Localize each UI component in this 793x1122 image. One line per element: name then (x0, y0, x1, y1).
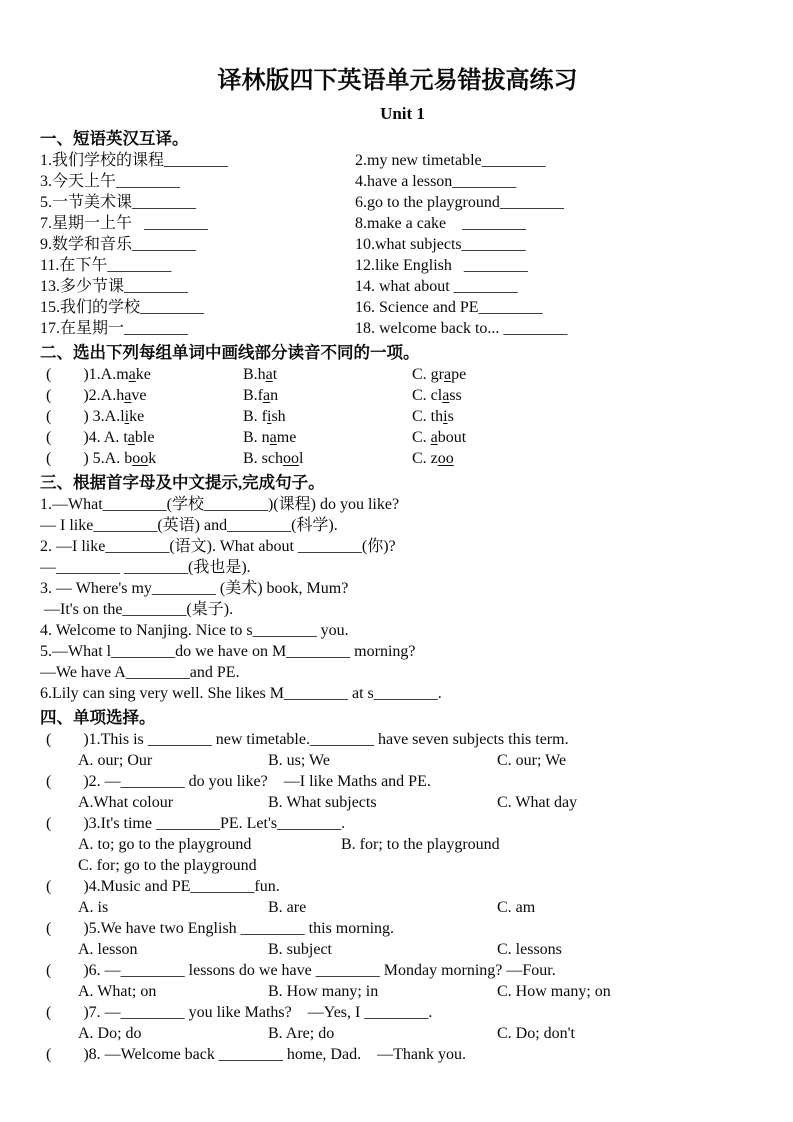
phrase-item: 11.在下午________ (40, 257, 172, 274)
sentence-line: 4. Welcome to Nanjing. Nice to s________ you. (40, 622, 349, 639)
mc-option-b: B. How many; in (268, 983, 379, 1000)
mc-option-c: C. lessons (497, 941, 562, 958)
mc-option-a: A. to; go to the playground (78, 836, 252, 853)
mc-option-c: C. our; We (497, 752, 567, 769)
phrase-item: 18. welcome back to... ________ (355, 320, 568, 337)
phrase-item: 17.在星期一________ (40, 320, 189, 337)
mc-option-b: B. are (268, 899, 307, 916)
section1-header: 一、短语英汉互译。 (40, 129, 189, 148)
mc-question: ( )2. —________ do you like? —I like Maths and PE. (46, 773, 431, 790)
choice-questions (40, 729, 765, 1065)
sound-choice-row (40, 406, 765, 427)
mc-question: ( )8. —Welcome back ________ home, Dad. —Thank you. (46, 1046, 466, 1063)
phrase-item: 8.make a cake ________ (355, 215, 527, 232)
mc-option-a: A. our; Our (78, 752, 153, 769)
sentence-line: 3. — Where's my________ (美术) book, Mum? (40, 580, 349, 597)
phrase-item: 5.一节美术课________ (40, 194, 197, 211)
mc-question: ( )3.It's time ________PE. Let's________. (46, 815, 346, 832)
option-a: ( )1.A.make (46, 366, 151, 383)
phrase-item: 2.my new timetable________ (355, 152, 546, 169)
option-b: B.hat (243, 366, 278, 383)
mc-question: ( )5.We have two English ________ this morning. (46, 920, 395, 937)
phrase-item: 14. what about ________ (355, 278, 518, 295)
mc-question: ( )1.This is ________ new timetable.________ have seven subjects this term. (46, 731, 569, 748)
worksheet-title: 译林版四下英语单元易错拔高练习 (217, 68, 578, 94)
mc-option-row (40, 855, 765, 876)
mc-option-a: A. Do; do (78, 1025, 142, 1042)
sentence-line: — I like________(英语) and________(科学). (40, 517, 338, 534)
sentence-line: —________ ________(我也是). (40, 559, 251, 576)
phrase-item: 15.我们的学校________ (40, 299, 205, 316)
mc-option-a: A. lesson (78, 941, 138, 958)
mc-option-c: C. How many; on (497, 983, 611, 1000)
phrase-item: 13.多少节课________ (40, 278, 189, 295)
phrase-item: 6.go to the playground________ (355, 194, 564, 211)
sentence-lines (40, 494, 765, 704)
mc-option-row (40, 1023, 765, 1044)
section-phrases (40, 128, 765, 339)
mc-option-b: B. for; to the playground (341, 836, 500, 853)
phrase-item: 1.我们学校的课程________ (40, 152, 229, 169)
option-c: C. grape (412, 366, 467, 383)
section4-header: 四、单项选择。 (40, 708, 156, 727)
mc-option-row (40, 792, 765, 813)
mc-option-row (40, 897, 765, 918)
mc-option-b: B. What subjects (268, 794, 377, 811)
section-sentences (40, 472, 765, 704)
section-choice (40, 707, 765, 1065)
mc-option-row (40, 981, 765, 1002)
phrase-item: 4.have a lesson________ (355, 173, 517, 190)
phrase-item: 7.星期一上午 ________ (40, 215, 209, 232)
option-c: C. zoo (412, 450, 454, 467)
sentence-line: —It's on the________(桌子). (40, 601, 234, 618)
mc-option-c: C. Do; don't (497, 1025, 575, 1042)
mc-option-c: C. What day (497, 794, 578, 811)
option-b: B. fish (243, 408, 286, 425)
phrase-item: 9.数学和音乐________ (40, 236, 197, 253)
section3-header: 三、根据首字母及中文提示,完成句子。 (40, 473, 325, 492)
mc-question: ( )7. —________ you like Maths? —Yes, I ________. (46, 1004, 433, 1021)
mc-option-b: B. subject (268, 941, 332, 958)
phrase-item: 16. Science and PE________ (355, 299, 543, 316)
mc-option-c: C. am (497, 899, 536, 916)
sentence-line: 6.Lily can sing very well. She likes M________ at s________. (40, 685, 442, 702)
mc-option-b: B. us; We (268, 752, 330, 769)
phrase-item: 12.like English ________ (355, 257, 528, 274)
section2-header: 二、选出下列每组单词中画线部分读音不同的一项。 (40, 343, 420, 362)
option-b: B.fan (243, 387, 279, 404)
option-c: C. this (412, 408, 454, 425)
sentence-line: 5.—What l________do we have on M________ morning? (40, 643, 416, 660)
mc-option-row (40, 750, 765, 771)
mc-question: ( )4.Music and PE________fun. (46, 878, 280, 895)
sentence-line: —We have A________and PE. (40, 664, 240, 681)
option-b: B. name (243, 429, 297, 446)
option-c: C. about (412, 429, 467, 446)
mc-option-a: A. is (78, 899, 109, 916)
sentence-line: 1.—What________(学校________)(课程) do you like? (40, 496, 400, 513)
mc-question: ( )6. —________ lessons do we have ________ Monday morning? —Four. (46, 962, 556, 979)
mc-option-a: A. What; on (78, 983, 157, 1000)
mc-option-b: B. Are; do (268, 1025, 335, 1042)
option-a: ( )2.A.have (46, 387, 147, 404)
unit-heading: Unit 1 (380, 104, 425, 123)
sound-choice-row (40, 364, 765, 385)
option-a: ( ) 3.A.like (46, 408, 145, 425)
mc-option-row (40, 939, 765, 960)
phrase-item: 3.今天上午________ (40, 173, 181, 190)
phrase-item: 10.what subjects________ (355, 236, 526, 253)
sound-choice-row (40, 385, 765, 406)
mc-option-a: A.What colour (78, 794, 174, 811)
pronunciation-rows (40, 364, 765, 469)
option-a: ( )4. A. table (46, 429, 155, 446)
phrase-grid (40, 150, 765, 339)
option-b: B. school (243, 450, 304, 467)
sentence-line: 2. —I like________(语文). What about ________(你)? (40, 538, 396, 555)
section-pronunciation (40, 342, 765, 469)
sound-choice-row (40, 448, 765, 469)
option-a: ( ) 5.A. book (46, 450, 157, 467)
option-c: C. class (412, 387, 462, 404)
mc-option-row (40, 834, 765, 855)
sound-choice-row (40, 427, 765, 448)
mc-option-c: C. for; go to the playground (78, 857, 257, 874)
